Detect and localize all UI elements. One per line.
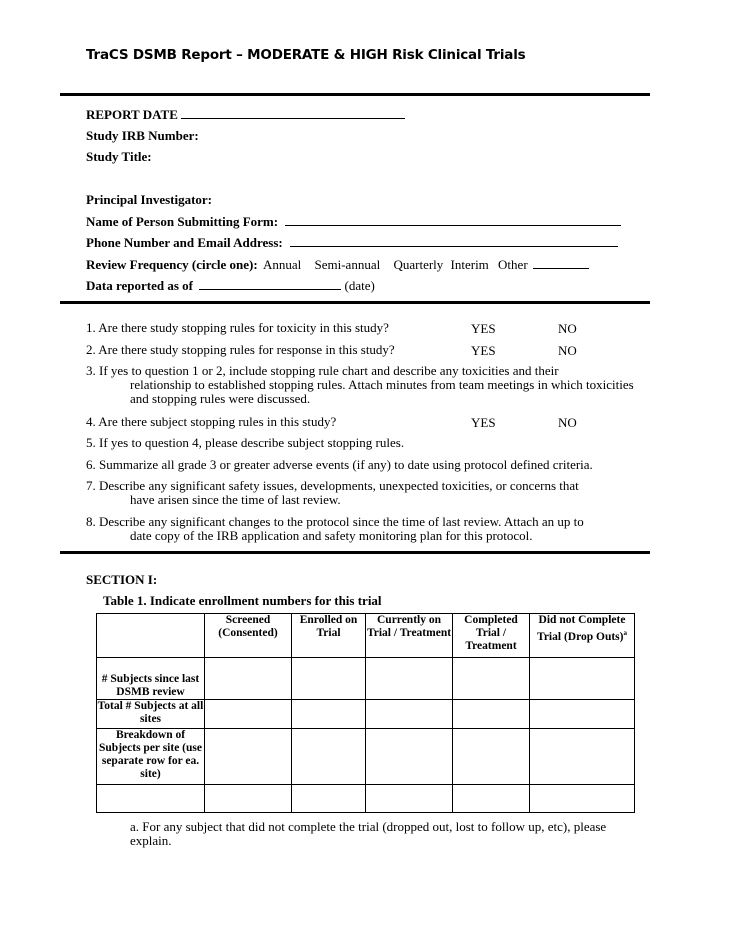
table-cell[interactable] [530, 729, 635, 785]
table-cell[interactable] [366, 658, 453, 700]
corner-cell [97, 614, 205, 658]
study-irb-label: Study IRB Number: [86, 128, 199, 143]
pi-label: Principal Investigator: [86, 192, 213, 207]
page-title: TraCS DSMB Report – MODERATE & HIGH Risk Clinical Trials [86, 47, 526, 63]
column-header: Completed Trial / Treatment [453, 614, 530, 658]
option-interim[interactable]: Interim [450, 257, 489, 272]
table-header-row [97, 614, 635, 658]
report-date-label: REPORT DATE [86, 107, 178, 122]
contact-label: Phone Number and Email Address: [86, 235, 283, 250]
no-option[interactable]: NO [558, 343, 577, 358]
enrollment-table [96, 613, 635, 813]
question-continuation: date copy of the IRB application and safety monitoring plan for this protocol. [130, 528, 533, 543]
table-cell[interactable] [205, 785, 292, 813]
table-cell[interactable] [205, 658, 292, 700]
table-cell[interactable] [453, 700, 530, 729]
question-3 [86, 364, 646, 406]
option-semi-annual[interactable]: Semi-annual [314, 257, 381, 272]
submitter-blank[interactable] [285, 215, 621, 226]
yes-option[interactable]: YES [471, 415, 496, 430]
table-cell[interactable] [530, 658, 635, 700]
study-title-label: Study Title: [86, 149, 152, 164]
question-text: 3. If yes to question 1 or 2, include stopping rule chart and describe any toxicities and their [86, 363, 559, 378]
report-date-blank[interactable] [181, 108, 405, 119]
table-row [97, 658, 635, 700]
no-option[interactable]: NO [558, 321, 577, 336]
table-row [97, 785, 635, 813]
column-header: Screened (Consented) [205, 614, 292, 658]
contact-blank[interactable] [290, 236, 618, 247]
table-cell[interactable] [366, 785, 453, 813]
row-header: # Subjects since last DSMB review [97, 658, 205, 700]
table-title: Table 1. Indicate enrollment numbers for this trial [103, 593, 382, 608]
question-7 [86, 479, 646, 507]
option-annual[interactable]: Annual [262, 257, 302, 272]
question-8 [86, 515, 646, 543]
column-header: Enrolled on Trial [292, 614, 366, 658]
question-5 [86, 436, 646, 450]
option-other[interactable]: Other [498, 257, 528, 272]
table-cell[interactable] [292, 785, 366, 813]
table-cell[interactable] [205, 700, 292, 729]
footnote-marker: a [623, 629, 627, 637]
question-text: 2. Are there study stopping rules for response in this study? [86, 342, 395, 357]
question-text: 1. Are there study stopping rules for toxicity in this study? [86, 320, 389, 335]
table-row [97, 729, 635, 785]
table-row [97, 700, 635, 729]
review-frequency-field [86, 257, 589, 273]
question-6 [86, 458, 646, 472]
option-quarterly[interactable]: Quarterly [393, 257, 444, 272]
data-as-of-blank[interactable] [199, 279, 341, 290]
section-divider [60, 93, 650, 96]
data-as-of-field [86, 278, 375, 294]
table-cell[interactable] [530, 700, 635, 729]
footnote: a. For any subject that did not complete the trial (dropped out, lost to follow up, etc), please explain. [130, 819, 607, 848]
other-blank[interactable] [533, 258, 589, 269]
table-cell[interactable] [366, 700, 453, 729]
contact-field [86, 235, 618, 251]
data-as-of-label: Data reported as of [86, 278, 193, 293]
submitter-field [86, 214, 621, 230]
row-header: Breakdown of Subjects per site (use separate row for ea. site) [97, 729, 205, 785]
section-divider [60, 301, 650, 304]
column-header [530, 614, 635, 658]
section-divider [60, 551, 650, 554]
question-continuation: have arisen since the time of last review. [130, 492, 341, 507]
submitter-label: Name of Person Submitting Form: [86, 214, 279, 229]
column-header: Currently on Trial / Treatment [366, 614, 453, 658]
date-suffix: (date) [344, 278, 375, 293]
table-cell[interactable] [453, 729, 530, 785]
table-cell[interactable] [292, 700, 366, 729]
report-date-field [86, 107, 405, 123]
row-header: Total # Subjects at all sites [97, 700, 205, 729]
table-cell[interactable] [292, 658, 366, 700]
table-cell[interactable] [292, 729, 366, 785]
question-text: 6. Summarize all grade 3 or greater adverse events (if any) to date using protocol defined criteria. [86, 457, 593, 472]
column-header-text: Did not Complete Trial (Drop Outs) [537, 614, 626, 643]
table-cell[interactable] [453, 785, 530, 813]
review-frequency-label: Review Frequency (circle one): [86, 257, 258, 272]
table-cell[interactable] [530, 785, 635, 813]
row-header[interactable] [97, 785, 205, 813]
question-text: 8. Describe any significant changes to the protocol since the time of last review. Attach an up to [86, 514, 584, 529]
yes-option[interactable]: YES [471, 343, 496, 358]
question-text: 5. If yes to question 4, please describe subject stopping rules. [86, 435, 405, 450]
no-option[interactable]: NO [558, 415, 577, 430]
table-cell[interactable] [366, 729, 453, 785]
question-text: 7. Describe any significant safety issues, developments, unexpected toxicities, or concerns that [86, 478, 579, 493]
question-text: 4. Are there subject stopping rules in this study? [86, 414, 337, 429]
section-title: SECTION I: [86, 572, 158, 587]
table-cell[interactable] [205, 729, 292, 785]
yes-option[interactable]: YES [471, 321, 496, 336]
question-continuation: relationship to established stopping rules. Attach minutes from team meetings in which toxicities and stopping rules were discussed. [130, 377, 634, 406]
table-cell[interactable] [453, 658, 530, 700]
